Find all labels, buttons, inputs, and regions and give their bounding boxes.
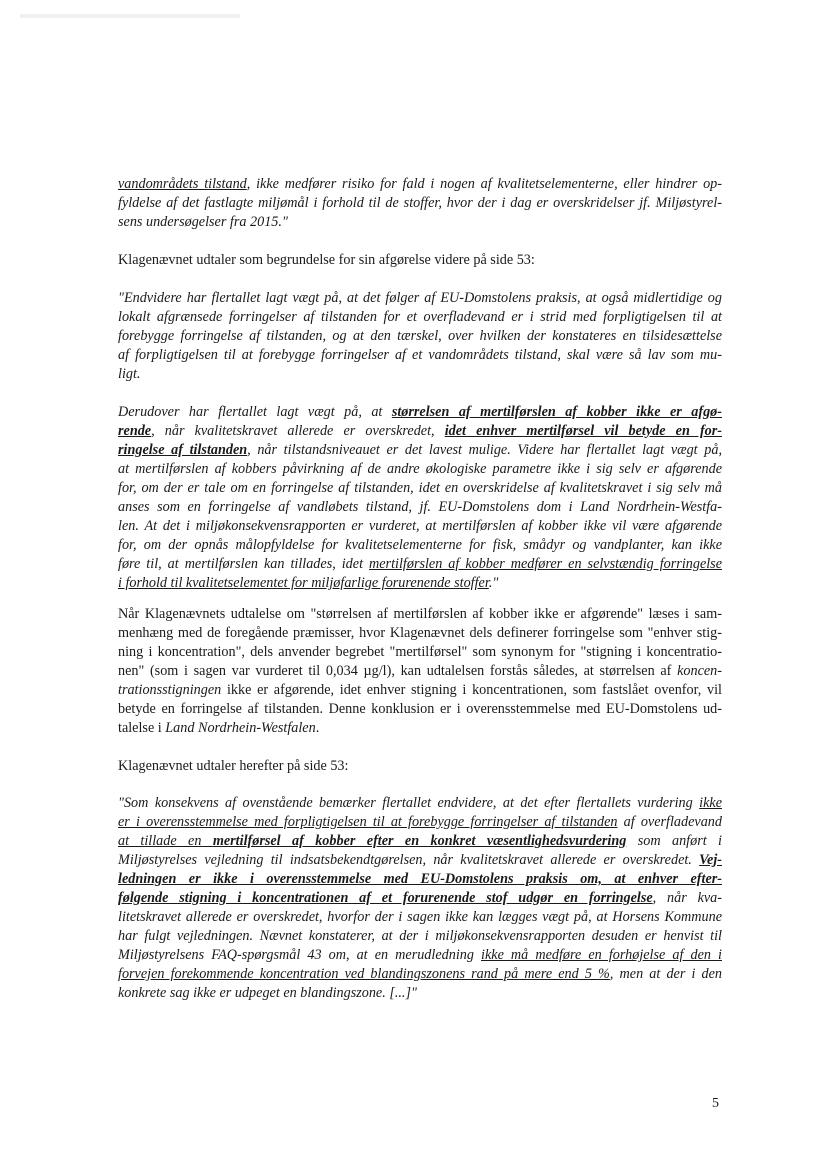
bold-underlined-text: størrelsen af mertilførslen af kobber ikke er afgø- xyxy=(391,404,722,420)
text-line xyxy=(118,555,722,574)
body-paragraph-2 xyxy=(118,251,722,270)
bold-underlined-text: idet enhver mertilførsel vil betyde en for- xyxy=(444,423,723,439)
page-number: 5 xyxy=(712,1096,719,1111)
text-run: Miljøstyrelses vejledning til indsatsbekendtgørelsen, når kvalitetskravet allerede er overskredet. xyxy=(118,852,700,868)
italic-text: Land Nordrhein-Westfalen xyxy=(165,720,316,736)
text-run: . xyxy=(315,720,320,736)
text-line xyxy=(118,719,722,738)
text-line: betyde en forringelse af tilstanden. Denne konklusion er i overensstemmelse med EU-Domstolens ud- xyxy=(118,701,722,717)
text-run: , når tilstandsniveauet er det lavest mulige. Videre har flertallet lagt vægt på, xyxy=(247,442,722,458)
quote-paragraph-3 xyxy=(118,289,722,384)
text-line xyxy=(118,965,722,984)
text-line xyxy=(118,403,722,422)
text-run: ." xyxy=(488,575,499,591)
bold-underlined-text: ledningen er ikke i overensstemmelse med EU-Domstolens praksis om, at enhver efter- xyxy=(118,871,722,887)
scan-artifact xyxy=(20,14,240,18)
text-line xyxy=(118,851,722,870)
text-line: Når Klagenævnets udtalelse om "størrelsen af mertilførslen af kobber ikke er afgørende" læses i sam- xyxy=(118,606,722,622)
bold-underlined-text: rende xyxy=(118,423,152,439)
text-run: , når kvalitetskravet allerede er overskredet, xyxy=(151,423,445,439)
text-line xyxy=(118,574,722,593)
text-line xyxy=(118,441,722,460)
body-paragraph-6 xyxy=(118,757,722,776)
underlined-text: mertilførslen af kobber medfører en selvstændig forringelse xyxy=(369,556,722,572)
bold-underlined-text: Vej- xyxy=(699,852,722,868)
quote-paragraph-4 xyxy=(118,403,722,593)
underlined-text: ikke må medføre en forhøjelse af den i xyxy=(481,947,722,963)
text-line: af forpligtigelsen til at forebygge forringelser af et vandområdets tilstand, skal være så lav som mu- xyxy=(118,347,722,363)
text-run: ikke er afgørende, idet enhver stigning i koncentrationen, som fastslået ovenfor, vil xyxy=(221,682,722,698)
text-line: len. At det i miljøkonsekvensrapporten er vurderet, at mertilførslen af kobber ikke vil være afgørende xyxy=(118,518,722,534)
text-line: lokalt afgrænsede forringelser af tilstanden for et overfladevand er i strid med forpligtigelsen til at xyxy=(118,309,722,325)
text-line xyxy=(118,870,722,889)
body-paragraph-5 xyxy=(118,605,722,738)
text-line xyxy=(118,889,722,908)
italic-text: trationsstigningen xyxy=(118,682,222,698)
italic-text: koncen- xyxy=(677,663,722,679)
text-line xyxy=(118,946,722,965)
text-line: litetskravet allerede er overskredet, hvorfor der i sagen ikke kan lægges vægt på, at Horsens Kommune xyxy=(118,909,722,925)
text-line: menhæng med de foregående præmisser, hvor Klagenævnet dels definerer forringelse som "enhver stig- xyxy=(118,625,722,641)
text-line xyxy=(118,662,722,681)
text-line: Klagenævnet udtaler herefter på side 53: xyxy=(118,758,349,774)
text-line: har fulgt vejledningen. Nævnet konstaterer, at der i miljøkonsekvensrapporten desuden er henvist til xyxy=(118,928,722,944)
text-line: "Endvidere har flertallet lagt vægt på, at det følger af EU-Domstolens praksis, at også midlertidige og xyxy=(118,290,722,306)
text-line: anses som en forringelse af vandløbets tilstand, jf. EU-Domstolens dom i Land Nordrhein-Westfa- xyxy=(118,499,722,515)
underlined-text: er i overensstemmelse med forpligtigelsen til at forebygge forringelser af tilstanden xyxy=(118,814,618,830)
text-run: Miljøstyrelsens FAQ-spørgsmål 43 om, at en merudledning xyxy=(118,947,482,963)
text-run: føre til, at mertilførslen kan tillades, idet xyxy=(118,556,370,572)
text-line xyxy=(118,794,722,813)
text-line xyxy=(118,422,722,441)
text-line xyxy=(118,681,722,700)
text-line: at mertilførslen af kobbers påvirkning af de andre økologiske parametre ikke i sig selv er afgørende xyxy=(118,461,722,477)
text-line xyxy=(118,813,722,832)
text-line: forebygge forringelse af tilstanden, og at den tærskel, over hvilken der konstateres en tilsidesættelse xyxy=(118,328,722,344)
underlined-text: at tillade en xyxy=(118,833,213,849)
underlined-text: i forhold til kvalitetselementet for miljøfarlige forurenende stoffer xyxy=(118,575,489,591)
text-line: for, om der er tale om en forringelse af tilstanden, idet en overskridelse af kvalitetskravet i sig selv må xyxy=(118,480,722,496)
text-line: fyldelse af det fastlagte miljømål i forhold til de stoffer, hvor der i dag er overskridelser jf. Miljøstyrel- xyxy=(118,195,722,211)
text-run: som anført i xyxy=(626,833,722,849)
quote-paragraph-7 xyxy=(118,794,722,1003)
text-run: "Som konsekvens af ovenstående bemærker flertallet endvidere, at det efter flertallets vurdering xyxy=(118,795,700,811)
text-line: Klagenævnet udtaler som begrundelse for sin afgørelse videre på side 53: xyxy=(118,252,535,268)
text-line: ligt. xyxy=(118,366,141,382)
text-line: sens undersøgelser fra 2015." xyxy=(118,214,288,230)
text-line xyxy=(118,175,722,194)
bold-underlined-text: mertilførsel af kobber efter en konkret væsentlighedsvurdering xyxy=(212,833,627,849)
underlined-text: forvejen forekommende koncentration ved blandingszonens rand på mere end 5 % xyxy=(118,966,610,982)
text-run: , men at der i den xyxy=(609,966,723,982)
text-line xyxy=(118,832,722,851)
underlined-text: vandområdets tilstand xyxy=(118,176,247,192)
text-run: , ikke medfører risiko for fald i nogen af kvalitetselementerne, eller hindrer op- xyxy=(246,176,722,192)
text-run: , når kva- xyxy=(652,890,722,906)
bold-underlined-text: ringelse af tilstanden xyxy=(118,442,248,458)
quote-paragraph-1 xyxy=(118,175,722,232)
bold-underlined-text: følgende stigning i koncentrationen af et forurenende stof udgør en forringelse xyxy=(118,890,653,906)
text-run: Derudover har flertallet lagt vægt på, at xyxy=(118,404,392,420)
text-line: for, om der opnås målopfyldelse for kvalitetselementerne for fisk, smådyr og vandplanter, kan ikke xyxy=(118,537,722,553)
underlined-text: ikke xyxy=(699,795,722,811)
text-run: talelse i xyxy=(118,720,166,736)
text-line: ning i koncentration", dels anvender begrebet "mertilførsel" som synonym for "stigning i koncentratio- xyxy=(118,644,722,660)
text-line: konkrete sag ikke er udpeget en blandingszone. [...]" xyxy=(118,985,417,1001)
text-run: af overfladevand xyxy=(617,814,722,830)
text-run: nen" (som i sagen var vurderet til 0,034 µg/l), kan udtalelsen forstås således, at størrelsen af xyxy=(118,663,678,679)
